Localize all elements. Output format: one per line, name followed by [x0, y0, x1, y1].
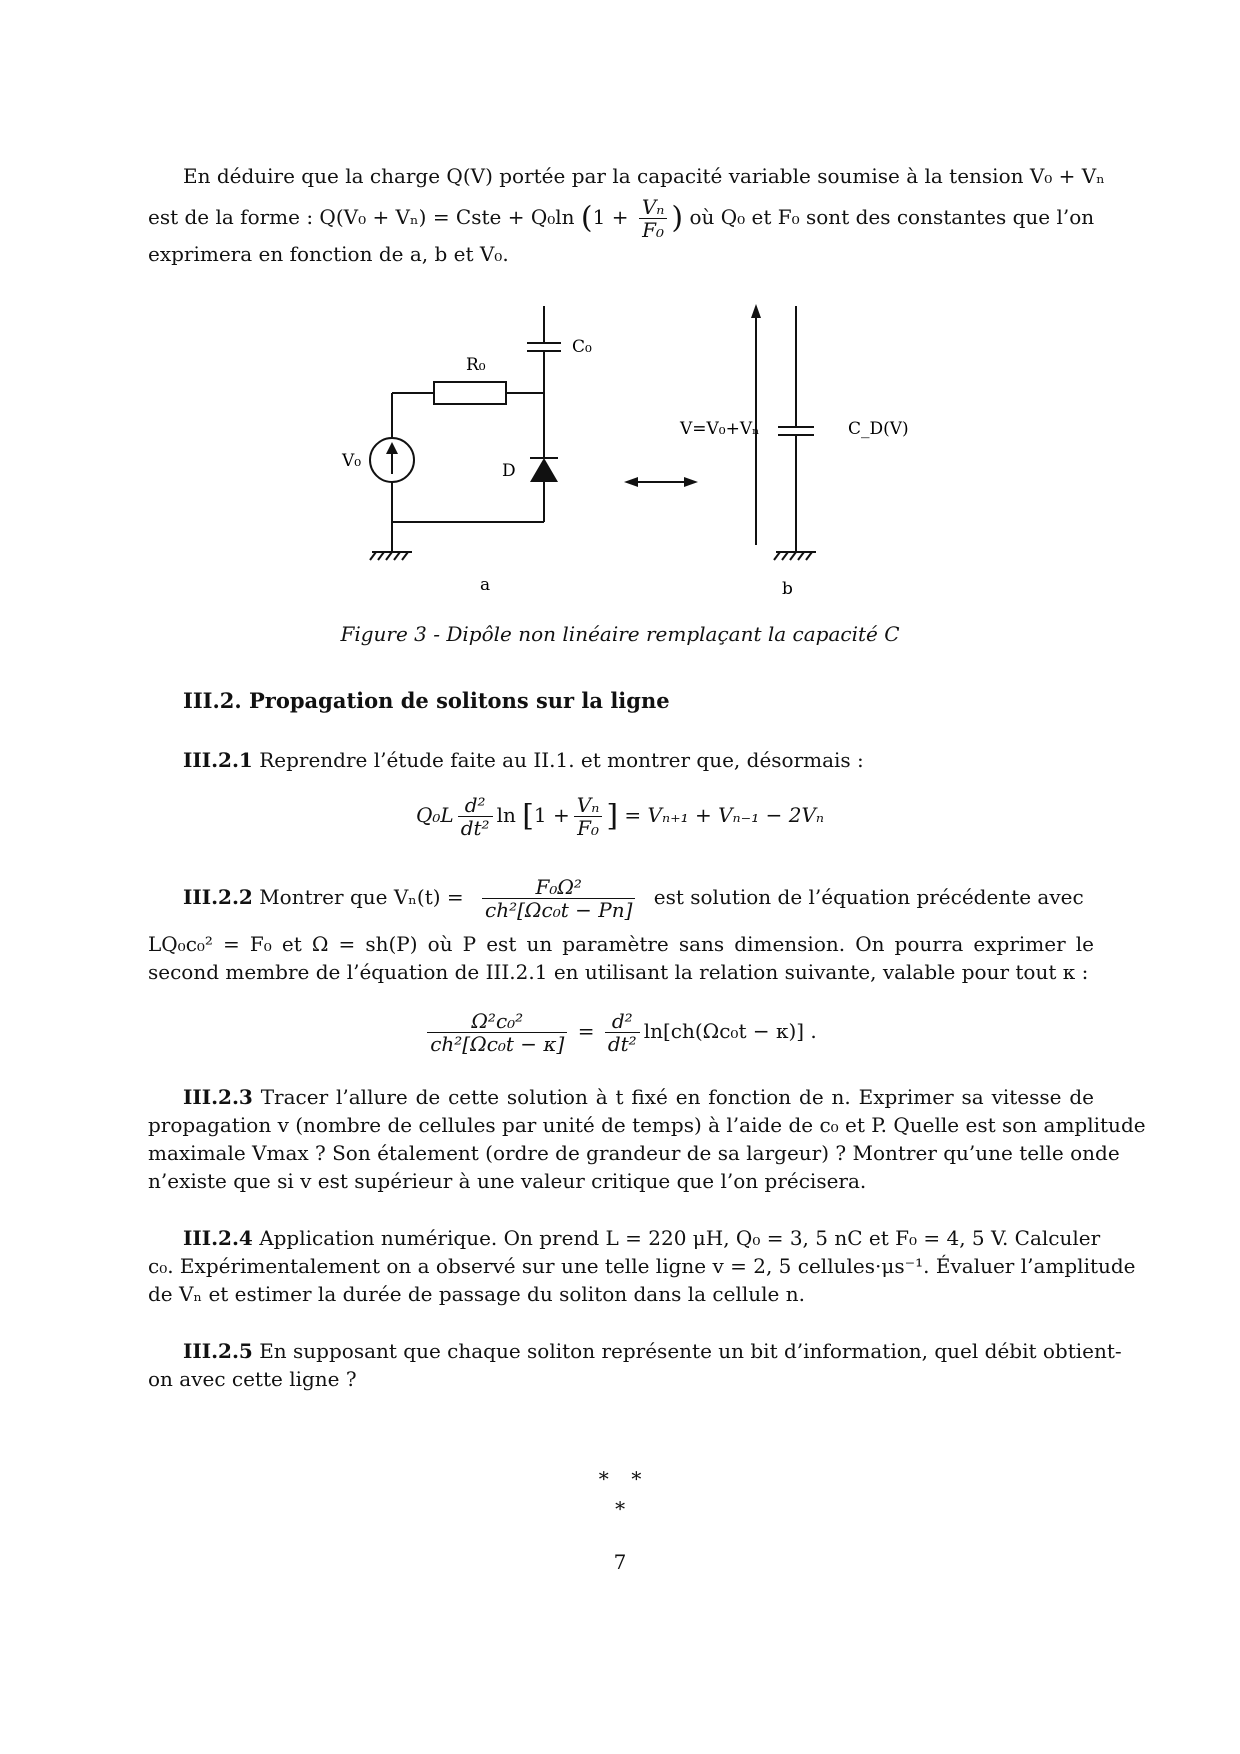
label-cd: C_D(V) — [848, 419, 909, 439]
resistor-r0 — [434, 382, 506, 404]
section-title: III.2. Propagation de solitons sur la ligne — [183, 688, 670, 713]
figure-3-circuit — [300, 290, 940, 610]
q3-line-3: maximale Vmax ? Son étalement (ordre de grandeur de sa largeur) ? Montrer qu’une telle onde — [148, 1141, 1120, 1165]
q1-text: Reprendre l’étude faite au II.1. et montrer que, désormais : — [259, 748, 864, 772]
figure-caption: Figure 3 - Dipôle non linéaire remplaçant la capacité C — [340, 622, 900, 646]
q4-line-1: III.2.4 Application numérique. On prend L = 220 μH, Q₀ = 3, 5 nC et F₀ = 4, 5 V. Calculer — [183, 1226, 1101, 1250]
diode-d — [530, 458, 558, 482]
q4-line-3: de Vₙ et estimer la durée de passage du soliton dans la cellule n. — [148, 1282, 805, 1306]
q3-line-4: n’existe que si v est supérieur à une valeur critique que l’on précisera. — [148, 1169, 867, 1193]
end-stars-top: ∗ ∗ — [596, 1463, 644, 1487]
label-c0: C₀ — [572, 337, 592, 357]
q2-line-1: III.2.2 Montrer que Vₙ(t) = $\frac{\text{F₀Ω²}}{\text{ch²[Ωc₀t − Pn]}}$ est solution de l’équation précédente avec — [183, 875, 1084, 922]
q4-line-2: c₀. Expérimentalement on a observé sur une telle ligne v = 2, 5 cellules·μs⁻¹. Évaluer l’amplitude — [148, 1254, 1136, 1278]
q2-number: III.2.2 — [183, 885, 253, 909]
label-b: b — [782, 579, 793, 599]
q2-equation: $\frac{\text{Ω²c₀²}}{\text{ch²[Ωc₀t − κ]}}$ = $\frac{\text{d²}}{\text{dt²}}$ ln[ch(Ωc₀t − κ)] . — [0, 1006, 1240, 1056]
page-number: 7 — [613, 1550, 627, 1574]
q2-line-2: LQ₀c₀² = F₀ et Ω = sh(P) où P est un paramètre sans dimension. On pourra exprimer le — [148, 932, 1094, 956]
label-d: D — [502, 461, 516, 481]
q5-line-1: III.2.5 En supposant que chaque soliton représente un bit d’information, quel débit obtient- — [183, 1339, 1122, 1363]
intro-line-2b: où Q₀ et F₀ sont des constantes que l’on — [689, 205, 1095, 229]
label-r0: R₀ — [466, 355, 486, 375]
intro-line-3: exprimera en fonction de a, b et V₀. — [148, 242, 509, 266]
label-a: a — [480, 575, 491, 595]
q1-line — [183, 746, 1094, 774]
q3-line-2: propagation v (nombre de cellules par unité de temps) à l’aide de c₀ et P. Quelle est son amplitude — [148, 1113, 1146, 1137]
q2-line-3: second membre de l’équation de III.2.1 en utilisant la relation suivante, valable pour tout κ : — [148, 960, 1089, 984]
end-stars-bottom: ∗ — [613, 1493, 627, 1517]
label-v0: V₀ — [342, 451, 362, 471]
q5-line-2: on avec cette ligne ? — [148, 1367, 357, 1391]
intro-line-1: En déduire que la charge Q(V) portée par la capacité variable soumise à la tension V₀ + Vₙ — [183, 164, 1105, 188]
intro-fraction: $\frac{\text{Vₙ}}{\text{F₀}}$ — [639, 196, 668, 241]
intro-one: 1 + — [592, 205, 629, 229]
intro-line-2: est de la forme : Q(V₀ + Vₙ) = Cste + Q₀ln (1 + $\frac{\text{Vₙ}}{\text{F₀}}$ ) où Q₀ et F₀ sont des constantes que l’on — [148, 195, 1095, 242]
label-v: V=V₀+Vₙ — [680, 419, 760, 439]
q1-number: III.2.1 — [183, 748, 253, 772]
q3-line-1: III.2.3 Tracer l’allure de cette solution à t fixé en fonction de n. Exprimer sa vitesse de — [183, 1085, 1095, 1109]
intro-line-2a: est de la forme : Q(V₀ + Vₙ) = Cste + Q₀ln — [148, 205, 575, 229]
q1-equation: Q₀L $\frac{\text{d²}}{\text{dt²}}$ ln [1 + $\frac{\text{Vₙ}}{\text{F₀}}$ ] = Vₙ₊₁ + Vₙ₋₁ − 2Vₙ — [416, 793, 824, 840]
